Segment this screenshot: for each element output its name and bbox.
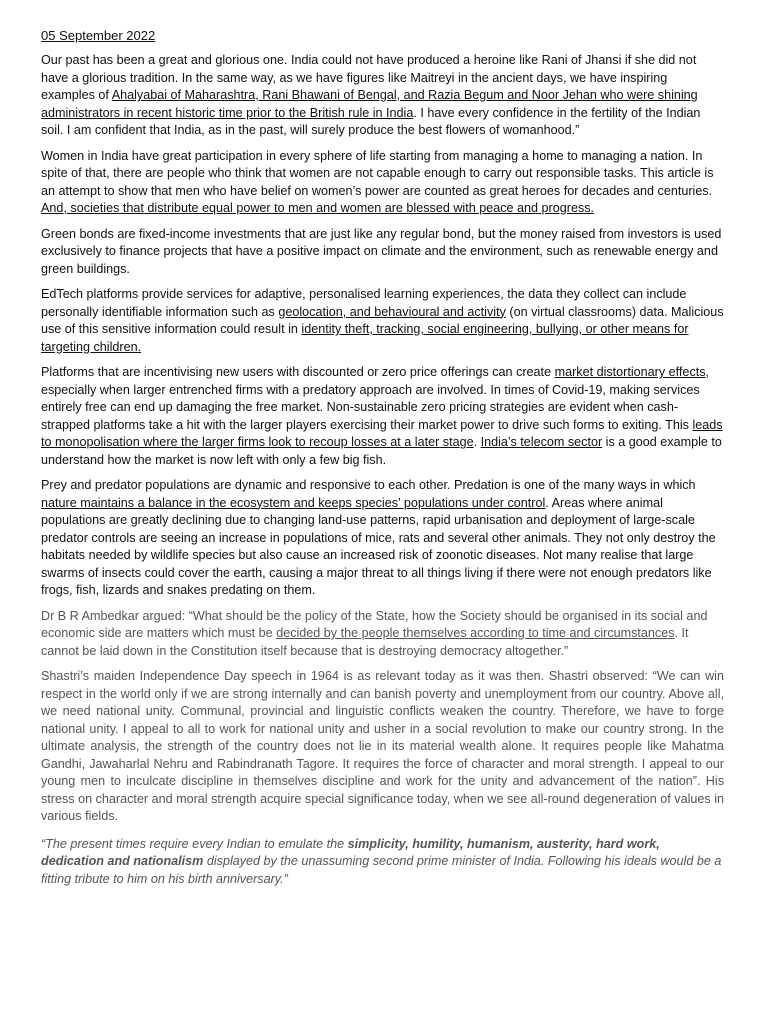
underlined-text: nature maintains a balance in the ecosystem and keeps species’ populations under control — [41, 495, 546, 510]
paragraph-womanhood — [41, 52, 724, 140]
text-segment: displayed by the unassuming second prime minister of India. Following his ideals would be a fitting tribute to him on his birth anniversary.” — [41, 854, 722, 886]
underlined-text: Ahalyabai of Maharashtra, Rani Bhawani of Bengal, and Razia Begum and Noor Jehan who were shining administrators in recent historic time prior to the British rule in India — [41, 88, 698, 120]
text-segment: (on virtual classrooms) data. Malicious use of this sensitive information could result in — [41, 304, 724, 336]
text-segment: Our past has been a great and glorious one. India could not have produced a heroine like Rani of Jhansi if she did not have a glorious tradition. In the same way, as we have figures like Maitreyi in the ancient days, we have inspiring examples of — [41, 53, 697, 102]
bold-text: simplicity, humility, humanism, austerity, hard work, dedication and nationalism — [41, 836, 660, 868]
text-segment: . — [473, 435, 481, 449]
paragraph-shastri-speech — [41, 668, 724, 826]
text-segment: Green bonds are fixed-income investments that are just like any regular bond, but the money raised from investors is used exclusively to finance projects that have a positive impact on climate and the environment, such as renewable energy and green buildings. — [41, 226, 722, 276]
text-segment: Prey and predator populations are dynamic and responsive to each other. Predation is one of the many ways in which — [41, 478, 696, 492]
underlined-text: India’s telecom sector — [480, 435, 603, 449]
paragraph-prey-predator — [41, 477, 724, 600]
paragraph-platforms — [41, 364, 724, 469]
text-segment: . Areas where animal populations are greatly declining due to changing land-use patterns, rapid urbanisation and deployment of large-scale predator controls are seeing an increase in populations of mice, rats and several other animals. They not only destroy the habitats needed by wildlife species but also cause an increased risk of zoonotic diseases. Not many realise that large swarms of insects could cover the earth, causing a major threat to all things living if there were not enough predators like frogs, fish, lizards and snakes predating on them. — [41, 495, 716, 597]
underlined-text: leads to monopolisation where the larger firms look to recoup losses at a later stage — [41, 417, 723, 449]
paragraph-women-participation — [41, 148, 724, 218]
paragraph-edtech — [41, 286, 724, 356]
document-date: 05 September 2022 — [41, 28, 156, 43]
text-segment: EdTech platforms provide services for adaptive, personalised learning experiences, the data they collect can include personally identifiable information such as — [41, 287, 687, 319]
underlined-text: market distortionary effects — [554, 365, 706, 379]
text-segment: Women in India have great participation in every sphere of life starting from managing a home to managing a nation. In spite of that, there are people who think that women are not capable enough to carry out responsible tasks. This article is an attempt to show that men who have belief on women’s power are counted as great heroes for decades and centuries. — [41, 148, 714, 198]
text-segment: . I have every confidence in the fertility of the Indian soil. I am confident that India, as in the past, will surely produce the best flowers of womanhood.” — [41, 105, 701, 137]
text-segment: Dr B R Ambedkar argued: “What should be the policy of the State, how the Society should be organised in its social and economic side are matters which must be — [41, 608, 708, 640]
text-segment: is a good example to understand how the market is now left with only a few big fish. — [41, 435, 722, 467]
text-segment: . It cannot be laid down in the Constitution itself because that is destroying democracy altogether.” — [41, 626, 689, 658]
underlined-text: decided by the people themselves according to time and circumstances — [276, 626, 675, 640]
text-segment: Shastri’s maiden Independence Day speech in 1964 is as relevant today as it was then. Shastri observed: “We can win respect in the world only if we are strong internally and can banish poverty and unemployment from our country. Above all, we need national unity. Communal, provincial and linguistic conflicts weaken the country. Therefore, we have to forge national unity. I appeal to all to work for national unity and usher in a social revolution to make our country strong. In the ultimate analysis, the strength of the country does not lie in its material wealth alone. It requires people like Mahatma Gandhi, Jawaharlal Nehru and Rabindranath Tagore. It requires the force of character and moral strength. I appeal to our young men to inculcate discipline in themselves discipline and work for the unity and advancement of the nation”. His stress on character and moral strength acquire special significance today, when we see all-round degeneration of values in various fields. — [41, 669, 725, 823]
paragraph-closing-quote — [41, 836, 724, 889]
text-segment: , especially when larger entrenched firms with a predatory approach are involved. In times of Covid-19, making services entirely free can end up damaging the free market. Non-sustainable zero pricing strategies are evident when cash-strapped platforms take a hit with the larger players exercising their market power to drive such forms to exiting. This — [41, 365, 710, 432]
text-segment: “The present times require every Indian to emulate the — [41, 836, 348, 851]
paragraph-green-bonds — [41, 226, 724, 279]
underlined-text: identity theft, tracking, social engineering, bullying, or other means for targeting children. — [41, 322, 689, 354]
text-segment: Platforms that are incentivising new users with discounted or zero price offerings can create — [41, 365, 555, 379]
underlined-text: And, societies that distribute equal power to men and women are blessed with peace and progress. — [41, 201, 595, 215]
underlined-text: geolocation, and behavioural and activity — [278, 304, 506, 319]
paragraph-ambedkar — [41, 608, 724, 661]
